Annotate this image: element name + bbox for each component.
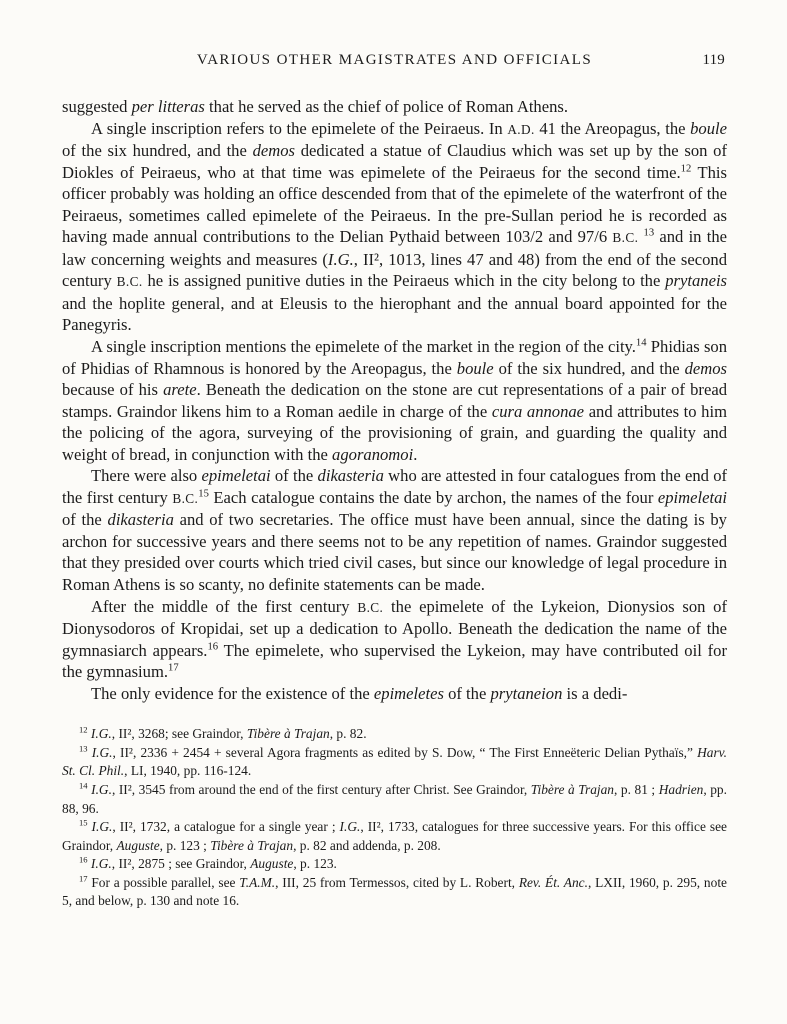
text-segment: , II², 3268; see Graindor, xyxy=(111,726,247,742)
footnote xyxy=(62,874,727,911)
footnote-ref: 12 xyxy=(79,724,88,735)
footnote xyxy=(62,781,727,818)
text-segment: Each catalogue contains the date by archon, the names of the four xyxy=(208,487,658,507)
text-segment: , p. 82. xyxy=(329,726,367,742)
text-segment: I.G. xyxy=(91,744,113,760)
text-segment: of the xyxy=(270,466,318,486)
paragraph xyxy=(62,683,727,705)
text-segment: A single inscription refers to the epimelete of the Peiraeus. In xyxy=(91,118,508,138)
text-segment: epimeletai xyxy=(201,466,271,486)
text-segment: agoranomoi xyxy=(332,444,414,464)
text-segment: , II², 1733, catalogues for three successive years. For this office see Graindor, xyxy=(62,819,727,853)
text-segment: , II², 2875 ; see Graindor, xyxy=(111,856,251,872)
text-segment: demos xyxy=(252,141,295,161)
text-segment: Tibère à Trajan xyxy=(246,726,330,742)
paragraph xyxy=(62,596,727,683)
paragraph xyxy=(62,336,727,465)
text-segment: , LXII, 1960, p. 295, note 5, and below, p. 130 and note 16. xyxy=(62,874,727,909)
text-segment: cura annonae xyxy=(491,401,585,421)
text-segment: , p. 82 and addenda, p. 208. xyxy=(293,837,441,853)
text-segment: and attributes to him the policing of the agora, surveying of the provisioning of grain, and guarding the quality and weight of bread, in conjunction with the xyxy=(62,401,727,464)
text-segment: Tibère à Trajan xyxy=(210,837,294,853)
text-segment: I.G. xyxy=(90,856,112,872)
text-segment: A.D. xyxy=(507,121,535,137)
text-segment: that he served as the chief of police of Roman Athens. xyxy=(204,97,569,116)
text-segment: Tibère à Trajan xyxy=(530,781,615,797)
text-segment: Hadrien xyxy=(658,781,704,797)
paragraph xyxy=(62,465,727,595)
footnote-ref: 13 xyxy=(79,743,88,754)
footnote-ref: 16 xyxy=(79,854,88,865)
text-segment: B.C. xyxy=(612,230,639,246)
page-number: 119 xyxy=(702,52,725,68)
paragraph xyxy=(62,118,727,336)
body-paragraphs xyxy=(62,96,727,704)
text-segment: he is assigned punitive duties in the Peiraeus which in the city belong to the xyxy=(142,271,666,291)
text-segment: After the middle of the first century xyxy=(91,596,358,616)
footnote-ref: 17 xyxy=(168,662,179,674)
text-segment: A single inscription mentions the epimelete of the market in the region of the city. xyxy=(91,337,636,357)
running-title: VARIOUS OTHER MAGISTRATES AND OFFICIALS xyxy=(196,52,593,68)
text-segment: demos xyxy=(684,358,727,378)
text-segment: B.C. xyxy=(357,599,384,615)
text-segment: of the six hundred, and the xyxy=(62,141,253,161)
text-segment: , LI, 1940, pp. 116-124. xyxy=(124,763,252,779)
text-segment: This officer probably was holding an office descended from that of the epimelete of the waterfront of the Peiraeus, sometimes called epimelete of the Peiraeus. In the pre-Sullan period he is recorded as having made annual contributions to the Delian Pythaid between 103/2 and 97/6 xyxy=(62,162,727,247)
text-segment: I.G. xyxy=(91,819,113,835)
footnote-ref: 13 xyxy=(643,227,655,239)
text-segment: epimeletai xyxy=(657,487,727,507)
text-segment: the epimelete of the Lykeion, Dionysios son of Dionysodoros of Kropidai, set up a dedication to Apollo. Beneath the dedication the name of the gymnasiarch appears. xyxy=(62,596,728,660)
text-segment: prytaneion xyxy=(490,683,563,703)
text-segment: I.G. xyxy=(327,249,354,269)
footnote-ref: 14 xyxy=(79,780,88,791)
footnote-ref: 14 xyxy=(635,337,647,349)
footnote-ref: 12 xyxy=(680,163,692,175)
text-segment: . Beneath the dedication on the stone are cut representations of a pair of bread stamps. Graindor likens him to a Roman aedile in charge of the xyxy=(62,380,727,421)
footnote-ref: 16 xyxy=(207,641,219,653)
text-segment: prytaneis xyxy=(665,271,728,291)
footnote-ref: 15 xyxy=(198,488,209,500)
text-segment: B.C. xyxy=(116,274,143,290)
footnotes-block xyxy=(62,725,727,910)
text-segment: , II², 2336 + 2454 + several Agora fragments as edited by S. Dow, “ The First Enneëteric Delian Pythaïs,” xyxy=(112,744,698,760)
text-segment: of the six hundred, and the xyxy=(493,358,685,378)
text-segment: 41 the Areopagus, the xyxy=(534,118,691,138)
text-segment: is a dedi- xyxy=(562,683,628,703)
text-segment: I.G. xyxy=(91,781,112,797)
text-segment: dedicated a statue of Claudius which was set up by the son of Diokles of Peiraeus, who at that time was epimelete of the Peiraeus for the second time. xyxy=(62,141,728,182)
text-segment: The epimelete, who supervised the Lykeion, may have contributed oil for the gymnasium. xyxy=(62,640,727,682)
text-segment: and of two secretaries. The office must have been annual, since the dating is by archon for successive years and there seems not to be any repetition of names. Graindor suggested that they presided over courts which tried civil cases, but since our knowledge of legal procedure in Roman Athens is so scanty, no definite statements can be made. xyxy=(62,510,727,595)
text-segment: , II², 1013, lines 47 and 48) from the end of the second century xyxy=(62,249,727,291)
text-segment: arete xyxy=(163,380,197,400)
footnote-ref: 15 xyxy=(79,817,88,828)
text-segment: Rev. Ét. Anc. xyxy=(518,874,588,890)
running-head xyxy=(62,52,727,69)
text-segment: dikasteria xyxy=(107,510,174,530)
text-segment: boule xyxy=(456,358,494,378)
footnote xyxy=(62,725,727,744)
text-segment: , II², 1732, a catalogue for a single year ; xyxy=(112,819,340,835)
text-segment: Harv. St. Cl. Phil. xyxy=(62,744,727,779)
paragraph xyxy=(62,96,727,118)
text-segment: boule xyxy=(690,118,727,138)
footnote xyxy=(62,744,727,781)
text-segment: , p. 123 ; xyxy=(159,837,211,853)
text-segment: Auguste xyxy=(250,856,294,872)
footnote-ref: 17 xyxy=(79,873,88,884)
text-segment: For a possible parallel, see xyxy=(87,874,240,890)
text-segment: Auguste xyxy=(116,837,160,853)
text-segment: , p. 123. xyxy=(293,856,337,872)
text-segment: , III, 25 from Termessos, cited by L. Robert, xyxy=(275,874,519,890)
text-segment: epimeletes xyxy=(373,683,444,703)
text-segment: because of his xyxy=(62,380,164,400)
text-segment: who are attested in four catalogues from the end of the first century xyxy=(62,466,728,507)
footnote xyxy=(62,818,727,855)
text-segment: Phidias son of Phidias of Rhamnous is honored by the Areopagus, the xyxy=(62,337,727,378)
text-segment: of the xyxy=(443,683,491,703)
text-segment: and the hoplite general, and at Eleusis to the hierophant and the annual board appointed for the Panegyris. xyxy=(62,293,727,335)
text-segment: of the xyxy=(62,510,108,530)
footnote xyxy=(62,855,727,874)
text-segment: B.C. xyxy=(172,490,199,506)
text-segment: and in the law concerning weights and measures ( xyxy=(62,227,727,269)
text-segment: , p. 81 ; xyxy=(614,781,659,797)
text-segment: There were also xyxy=(91,466,202,486)
text-segment: , pp. 88, 96. xyxy=(62,781,727,816)
text-segment: , II², 3545 from around the end of the first century after Christ. See Graindor, xyxy=(111,781,531,797)
text-segment: . xyxy=(413,444,418,464)
text-segment: The only evidence for the existence of the xyxy=(91,683,374,703)
text-segment: dikasteria xyxy=(317,466,384,486)
text-segment: per litteras xyxy=(131,97,205,116)
text-segment: I.G. xyxy=(339,819,361,835)
text-segment: I.G. xyxy=(90,726,112,742)
text-segment: T.A.M. xyxy=(239,874,276,890)
text-segment: suggested xyxy=(62,97,132,116)
